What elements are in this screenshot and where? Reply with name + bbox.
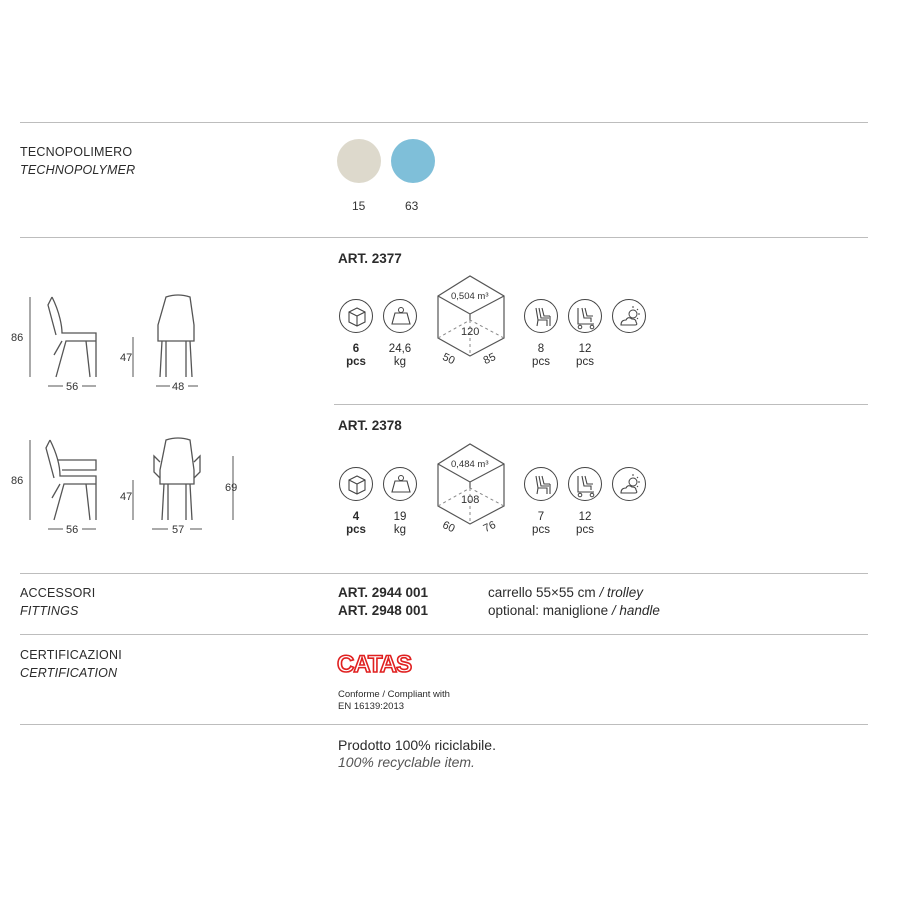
material-label: TECNOPOLIMERO (20, 145, 133, 159)
accessory-code: ART. 2948 001 (338, 603, 429, 618)
accessory-desc-en: / trolley (599, 585, 643, 600)
svg-text:CATAS: CATAS (337, 651, 412, 678)
certification-label: CERTIFICAZIONI (20, 648, 122, 662)
certification-line1: Conforme / Compliant with (338, 689, 450, 700)
accessory-desc (488, 603, 660, 618)
dim-seat: 47 (120, 352, 133, 364)
weight-unit: kg (393, 524, 407, 536)
article-code: ART. 2378 (338, 418, 402, 433)
dim-width: 57 (172, 524, 185, 536)
box-icon (339, 467, 373, 501)
stack-icon (524, 299, 558, 333)
color-swatch-63[interactable] (391, 139, 435, 183)
stack-qty: 8 (537, 343, 545, 355)
box-depth: 60 (440, 519, 457, 536)
pack-qty: 4 (352, 511, 360, 523)
pack-qty: 6 (352, 343, 360, 355)
chair-front-view (158, 295, 194, 377)
accessory-desc-it: optional: maniglione (488, 603, 609, 618)
dim-depth: 56 (66, 524, 79, 536)
armchair-side-view (50, 440, 96, 520)
accessory-desc-en: / handle (611, 603, 660, 618)
divider (20, 237, 868, 238)
recycle-text-en: 100% recyclable item. (338, 754, 475, 770)
box-height: 120 (461, 326, 480, 338)
weight-unit: kg (393, 356, 407, 368)
box-dimensions-2377 (430, 268, 520, 368)
box-depth: 50 (440, 351, 457, 368)
stack-icon (524, 467, 558, 501)
dim-depth: 56 (66, 381, 79, 393)
box-height: 108 (461, 494, 480, 506)
certification-line2: EN 16139:2013 (338, 701, 405, 712)
weight-icon (383, 467, 417, 501)
dim-height: 86 (11, 332, 24, 344)
accessory-code: ART. 2944 001 (338, 585, 429, 600)
outdoor-icon (612, 467, 646, 501)
stack-qty: 7 (537, 511, 545, 523)
pack-unit: pcs (346, 356, 366, 368)
stack-unit: pcs (532, 524, 550, 536)
trolley-unit: pcs (576, 356, 594, 368)
color-code: 63 (405, 199, 419, 213)
dim-arm-height: 69 (225, 482, 238, 494)
dim-seat: 47 (120, 491, 133, 503)
accessories-label-en: FITTINGS (20, 604, 79, 618)
divider (20, 122, 868, 123)
chair-side-view (52, 297, 96, 377)
accessory-desc (488, 585, 643, 600)
weight-icon (383, 299, 417, 333)
article-code: ART. 2377 (338, 251, 402, 266)
chair-drawings-2378 (0, 430, 300, 545)
box-dimensions-2378 (430, 436, 520, 536)
stack-unit: pcs (532, 356, 550, 368)
accessory-desc-it: carrello 55×55 cm (488, 585, 596, 600)
box-width: 85 (481, 351, 498, 368)
material-label-en: TECHNOPOLYMER (20, 163, 136, 177)
box-icon (339, 299, 373, 333)
color-code: 15 (352, 199, 366, 213)
trolley-qty: 12 (578, 511, 592, 523)
accessories-label: ACCESSORI (20, 586, 96, 600)
recycle-text: Prodotto 100% riciclabile. (338, 737, 496, 753)
catas-logo (337, 650, 419, 678)
chair-drawings-2377 (0, 285, 300, 400)
dim-width: 48 (172, 381, 185, 393)
divider (20, 634, 868, 635)
trolley-qty: 12 (578, 343, 592, 355)
outdoor-icon (612, 299, 646, 333)
weight-value: 24,6 (388, 343, 412, 355)
armchair-front-view (160, 438, 194, 520)
certification-label-en: CERTIFICATION (20, 666, 118, 680)
color-swatch-15[interactable] (337, 139, 381, 183)
trolley-icon (568, 299, 602, 333)
trolley-unit: pcs (576, 524, 594, 536)
box-width: 76 (481, 519, 498, 536)
divider (334, 404, 868, 405)
divider (20, 573, 868, 574)
pack-unit: pcs (346, 524, 366, 536)
divider (20, 724, 868, 725)
trolley-icon (568, 467, 602, 501)
box-volume: 0,484 m³ (451, 459, 489, 470)
weight-value: 19 (393, 511, 407, 523)
box-volume: 0,504 m³ (451, 291, 489, 302)
dim-height: 86 (11, 475, 24, 487)
